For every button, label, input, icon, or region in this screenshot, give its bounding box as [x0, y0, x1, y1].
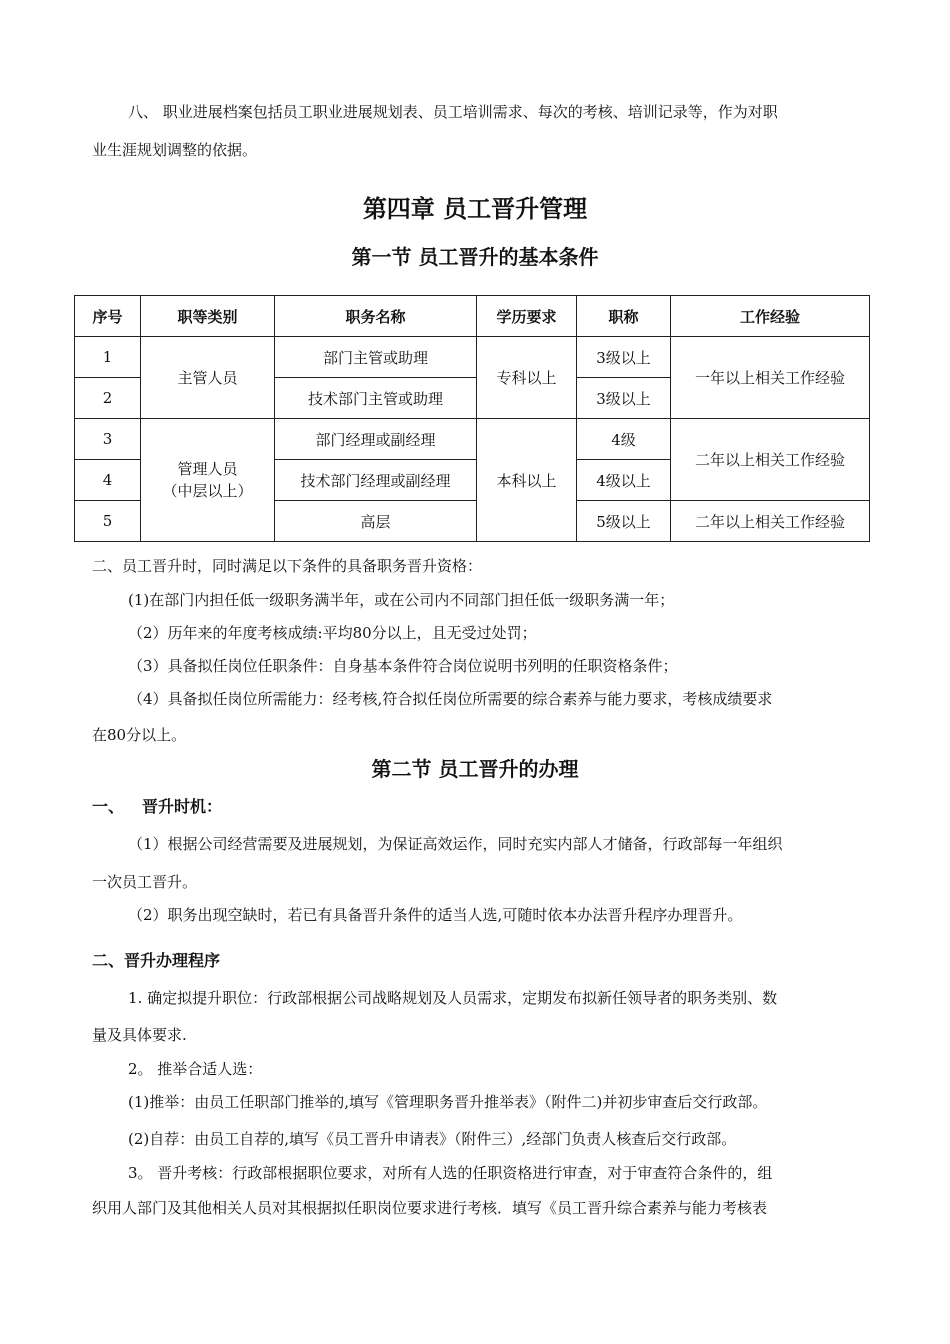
cell-no: 2: [75, 378, 141, 419]
cell-position: 高层: [275, 501, 477, 542]
table-row: [75, 419, 870, 460]
cell-no: 5: [75, 501, 141, 542]
conditions-intro: 二、员工晋升时，同时满足以下条件的具备职务晋升资格：: [92, 557, 483, 575]
subheading-procedure: 二、晋升办理程序: [92, 951, 221, 970]
category-line: 管理人员: [177, 460, 238, 478]
cell-title: 4级以上: [577, 460, 671, 501]
condition-item-3: （3）具备拟任岗位任职条件：自身基本条件符合岗位说明书列明的任职资格条件；: [128, 657, 678, 675]
cell-category: [141, 419, 275, 542]
condition-item-4-cont: 在80分以上。: [92, 726, 187, 744]
header-position: 职务名称: [275, 296, 477, 337]
table-row: [75, 337, 870, 378]
section-title-procedure: 第二节 员工晋升的办理: [371, 757, 579, 781]
cell-no: 3: [75, 419, 141, 460]
cell-no: 4: [75, 460, 141, 501]
cell-title: 4级: [577, 419, 671, 460]
paragraph-career-archive: 八、 职业进展档案包括员工职业进展规划表、员工培训需求、每次的考核、培训记录等，作为对职: [128, 103, 778, 121]
header-title: 职称: [577, 296, 671, 337]
cell-title: 3级以上: [577, 337, 671, 378]
procedure-step-3: 3。 晋升考核：行政部根据职位要求，对所有人选的任职资格进行审查，对于审查符合条件的，组: [128, 1164, 773, 1182]
cell-title: 3级以上: [577, 378, 671, 419]
header-education: 学历要求: [477, 296, 577, 337]
subheading-text: 晋升时机：: [142, 797, 223, 816]
cell-experience: 一年以上相关工作经验: [671, 337, 870, 419]
header-no: 序号: [75, 296, 141, 337]
timing-item-1-cont: 一次员工晋升。: [92, 873, 198, 891]
procedure-step-1: 1. 确定拟提升职位：行政部根据公司战略规划及人员需求，定期发布拟新任领导者的职务类别、数: [128, 989, 778, 1007]
cell-position: 技术部门经理或副经理: [275, 460, 477, 501]
procedure-step-2a: (1)推举：由员工任职部门推举的,填写《管理职务晋升推举表》（附件二)并初步审查后交行政部。: [128, 1093, 768, 1111]
procedure-step-2b: (2)自荐：由员工自荐的,填写《员工晋升申请表》（附件三）,经部门负责人核查后交行政部。: [128, 1130, 737, 1148]
condition-item-4: （4）具备拟任岗位所需能力：经考核,符合拟任岗位所需要的综合素养与能力要求，考核成绩要求: [128, 690, 773, 708]
procedure-step-3-cont: 织用人部门及其他相关人员对其根据拟任职岗位要求进行考核．填写《员工晋升综合素养与能力考核表: [92, 1199, 768, 1217]
cell-no: 1: [75, 337, 141, 378]
timing-item-1: （1）根据公司经营需要及进展规划，为保证高效运作，同时充实内部人才储备，行政部每一年组织: [128, 835, 783, 853]
cell-category: 主管人员: [141, 337, 275, 419]
subheading-number: 一、: [92, 797, 125, 816]
timing-item-2: （2）职务出现空缺时，若已有具备晋升条件的适当人选,可随时依本办法晋升程序办理晋升。: [128, 906, 743, 924]
promotion-conditions-table: [74, 295, 870, 542]
subheading-timing: [92, 796, 222, 818]
procedure-step-2: 2。 推举合适人选：: [128, 1060, 263, 1078]
chapter-title: 第四章 员工晋升管理: [362, 195, 588, 223]
cell-education: 专科以上: [477, 337, 577, 419]
cell-position: 部门经理或副经理: [275, 419, 477, 460]
cell-experience: 二年以上相关工作经验: [671, 501, 870, 542]
condition-item-1: (1)在部门内担任低一级职务满半年，或在公司内不同部门担任低一级职务满一年；: [128, 591, 675, 609]
paragraph-career-archive-cont: 业生涯规划调整的依据。: [92, 141, 258, 159]
cell-title: 5级以上: [577, 501, 671, 542]
cell-education: 本科以上: [477, 419, 577, 542]
cell-experience: 二年以上相关工作经验: [671, 419, 870, 501]
cell-position: 部门主管或助理: [275, 337, 477, 378]
procedure-step-1-cont: 量及具体要求.: [92, 1026, 187, 1044]
category-line: （中层以上）: [162, 482, 253, 500]
section-title-basic-conditions: 第一节 员工晋升的基本条件: [351, 245, 599, 269]
table-header-row: [75, 296, 870, 337]
condition-item-2: （2）历年来的年度考核成绩:平均80分以上，且无受过处罚；: [128, 624, 537, 642]
header-experience: 工作经验: [671, 296, 870, 337]
cell-position: 技术部门主管或助理: [275, 378, 477, 419]
header-category: 职等类别: [141, 296, 275, 337]
